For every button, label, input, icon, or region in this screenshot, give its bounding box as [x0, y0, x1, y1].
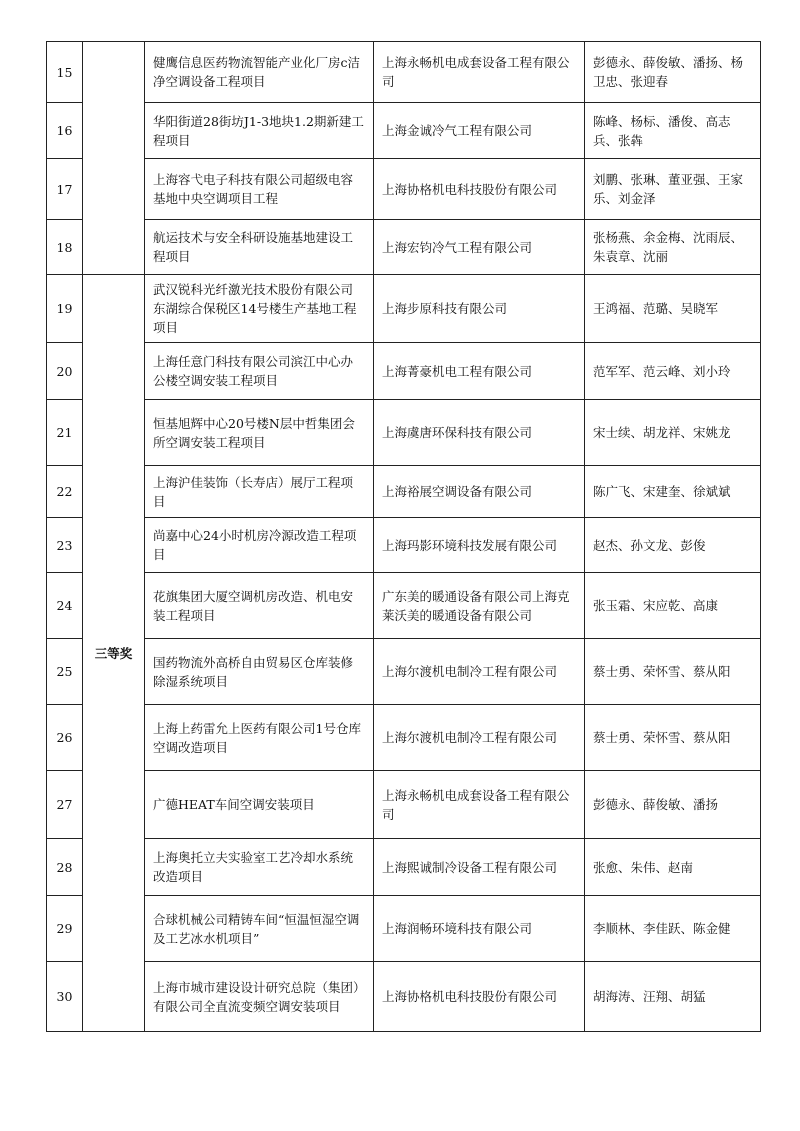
table-row: [47, 400, 761, 466]
project-name-cell: [145, 275, 374, 343]
company-name: 上海协格机电科技股份有限公司: [382, 989, 558, 1004]
company-name: 上海裕展空调设备有限公司: [382, 484, 533, 499]
company-name-cell: [374, 962, 585, 1032]
table-row: [47, 159, 761, 220]
company-name: 广东美的暖通设备有限公司上海克莱沃美的暖通设备有限公司: [382, 588, 570, 623]
people-names: 蔡士勇、荣怀雪、蔡从阳: [593, 730, 731, 745]
people-names-cell: [585, 343, 761, 400]
company-name: 上海协格机电科技股份有限公司: [382, 181, 558, 197]
project-name: 上海容弋电子科技有限公司超级电容基地中央空调项目工程: [153, 172, 354, 206]
company-name-cell: [374, 839, 585, 896]
project-name: 上海上药雷允上医药有限公司1号仓库空调改造项目: [153, 720, 361, 755]
project-name: 健鹰信息医药物流智能产业化厂房c洁净空调设备工程项目: [153, 55, 361, 89]
people-names: 张愈、朱伟、赵南: [593, 859, 694, 875]
table-row: [47, 771, 761, 839]
company-name-cell: [374, 573, 585, 639]
company-name-cell: [374, 771, 585, 839]
people-names: 陈峰、杨标、潘俊、高志兵、张犇: [593, 113, 731, 148]
people-names-cell: [585, 275, 761, 343]
project-name: 国药物流外高桥自由贸易区仓库装修除湿系统项目: [153, 654, 354, 689]
table-row: [47, 103, 761, 159]
people-names-cell: [585, 839, 761, 896]
people-names-cell: [585, 573, 761, 639]
people-names: 张玉霜、宋应乾、高康: [593, 598, 719, 613]
project-name: 航运技术与安全科研设施基地建设工程项目: [153, 230, 354, 264]
people-names: 蔡士勇、荣怀雪、蔡从阳: [593, 664, 731, 679]
company-name-cell: [374, 343, 585, 400]
people-names: 李顺林、李佳跃、陈金健: [593, 921, 731, 936]
company-name-cell: [374, 220, 585, 275]
company-name: 上海步原科技有限公司: [382, 301, 508, 316]
project-name: 武汉锐科光纤激光技术股份有限公司东湖综合保税区14号楼生产基地工程项目: [153, 282, 357, 335]
company-name-cell: [374, 518, 585, 573]
company-name-cell: [374, 896, 585, 962]
project-name-cell: [145, 518, 374, 573]
table-row: [47, 518, 761, 573]
people-names-cell: [585, 705, 761, 771]
row-number: 24: [47, 573, 83, 639]
company-name: 上海菁豪机电工程有限公司: [382, 363, 533, 379]
company-name-cell: [374, 639, 585, 705]
company-name: 上海金诚冷气工程有限公司: [382, 123, 533, 138]
company-name: 上海永畅机电成套设备工程有限公司: [382, 787, 570, 822]
table-row: [47, 839, 761, 896]
table-row: [47, 220, 761, 275]
project-name-cell: [145, 839, 374, 896]
row-number: 25: [47, 639, 83, 705]
project-name-cell: [145, 573, 374, 639]
project-name: 恒基旭辉中心20号楼N层中哲集团会所空调安装工程项目: [153, 415, 355, 450]
row-number: 21: [47, 400, 83, 466]
table-row: [47, 705, 761, 771]
project-name-cell: [145, 639, 374, 705]
project-name-cell: [145, 896, 374, 962]
people-names-cell: [585, 220, 761, 275]
project-name: 华阳街道28街坊J1-3地块1.2期新建工程项目: [153, 113, 364, 148]
company-name: 上海熙诚制冷设备工程有限公司: [382, 859, 558, 875]
project-name-cell: [145, 771, 374, 839]
company-name-cell: [374, 275, 585, 343]
people-names-cell: [585, 466, 761, 518]
project-name: 上海沪佳装饰（长寿店）展厅工程项目: [153, 474, 354, 509]
project-name: 上海市城市建设设计研究总院（集团）有限公司全直流变频空调安装项目: [153, 979, 360, 1014]
company-name: 上海尔渡机电制冷工程有限公司: [382, 730, 558, 745]
project-name-cell: [145, 343, 374, 400]
people-names-cell: [585, 639, 761, 705]
award-level-cell-previous: [83, 42, 145, 275]
project-name: 广德HEAT车间空调安装项目: [153, 797, 315, 812]
people-names: 胡海涛、汪翔、胡猛: [593, 989, 706, 1004]
project-name: 合球机械公司精铸车间“恒温恒湿空调及工艺冰水机项目”: [153, 911, 360, 946]
people-names-cell: [585, 896, 761, 962]
row-number: 20: [47, 343, 83, 400]
row-number: 27: [47, 771, 83, 839]
project-name: 上海奥托立夫实验室工艺冷却水系统改造项目: [153, 850, 354, 884]
company-name-cell: [374, 705, 585, 771]
project-name-cell: [145, 103, 374, 159]
row-number: 16: [47, 103, 83, 159]
project-name-cell: [145, 220, 374, 275]
row-number: 26: [47, 705, 83, 771]
people-names-cell: [585, 518, 761, 573]
people-names: 彭德永、薛俊敏、潘扬: [593, 797, 719, 812]
table-row: [47, 275, 761, 343]
people-names: 范军军、范云峰、刘小玲: [593, 363, 731, 379]
row-number: 29: [47, 896, 83, 962]
people-names-cell: [585, 103, 761, 159]
people-names-cell: [585, 771, 761, 839]
row-number: 17: [47, 159, 83, 220]
people-names-cell: [585, 42, 761, 103]
people-names-cell: [585, 962, 761, 1032]
row-number: 22: [47, 466, 83, 518]
people-names-cell: [585, 159, 761, 220]
company-name-cell: [374, 400, 585, 466]
row-number: 23: [47, 518, 83, 573]
table-row: [47, 466, 761, 518]
project-name: 尚嘉中心24小时机房冷源改造工程项目: [153, 528, 357, 562]
people-names: 陈广飞、宋建奎、徐斌斌: [593, 484, 731, 499]
table-row: [47, 42, 761, 103]
people-names-cell: [585, 400, 761, 466]
table-row: [47, 573, 761, 639]
project-name-cell: [145, 159, 374, 220]
company-name: 上海尔渡机电制冷工程有限公司: [382, 664, 558, 679]
project-name-cell: [145, 400, 374, 466]
table-row: [47, 639, 761, 705]
company-name-cell: [374, 42, 585, 103]
people-names: 彭德永、薛俊敏、潘扬、杨卫忠、张迎春: [593, 55, 744, 89]
company-name: 上海润畅环境科技有限公司: [382, 921, 533, 936]
people-names: 王鸿福、范璐、吴晓军: [593, 301, 719, 316]
company-name-cell: [374, 466, 585, 518]
project-name-cell: [145, 466, 374, 518]
company-name: 上海宏钧冷气工程有限公司: [382, 239, 533, 255]
company-name-cell: [374, 159, 585, 220]
table-row: [47, 343, 761, 400]
row-number: 28: [47, 839, 83, 896]
award-level-cell: 三等奖: [83, 275, 145, 1032]
project-name: 上海任意门科技有限公司滨江中心办公楼空调安装工程项目: [153, 354, 354, 388]
table-row: [47, 896, 761, 962]
row-number: 18: [47, 220, 83, 275]
row-number: 30: [47, 962, 83, 1032]
project-name-cell: [145, 705, 374, 771]
row-number: 19: [47, 275, 83, 343]
company-name-cell: [374, 103, 585, 159]
project-name-cell: [145, 42, 374, 103]
row-number: 15: [47, 42, 83, 103]
table-body: [47, 42, 761, 1032]
project-name: 花旗集团大厦空调机房改造、机电安装工程项目: [153, 588, 354, 623]
table-row: [47, 962, 761, 1032]
people-names: 宋士续、胡龙祥、宋姚龙: [593, 425, 731, 440]
people-names: 赵杰、孙文龙、彭俊: [593, 537, 706, 553]
awards-table: [46, 41, 761, 1032]
people-names: 刘鹏、张琳、董亚强、王家乐、刘金泽: [593, 172, 744, 206]
company-name: 上海玛影环境科技发展有限公司: [382, 537, 558, 553]
project-name-cell: [145, 962, 374, 1032]
company-name: 上海虞唐环保科技有限公司: [382, 425, 533, 440]
people-names: 张杨燕、余金梅、沈雨辰、朱袁章、沈丽: [593, 230, 744, 264]
company-name: 上海永畅机电成套设备工程有限公司: [382, 55, 570, 89]
